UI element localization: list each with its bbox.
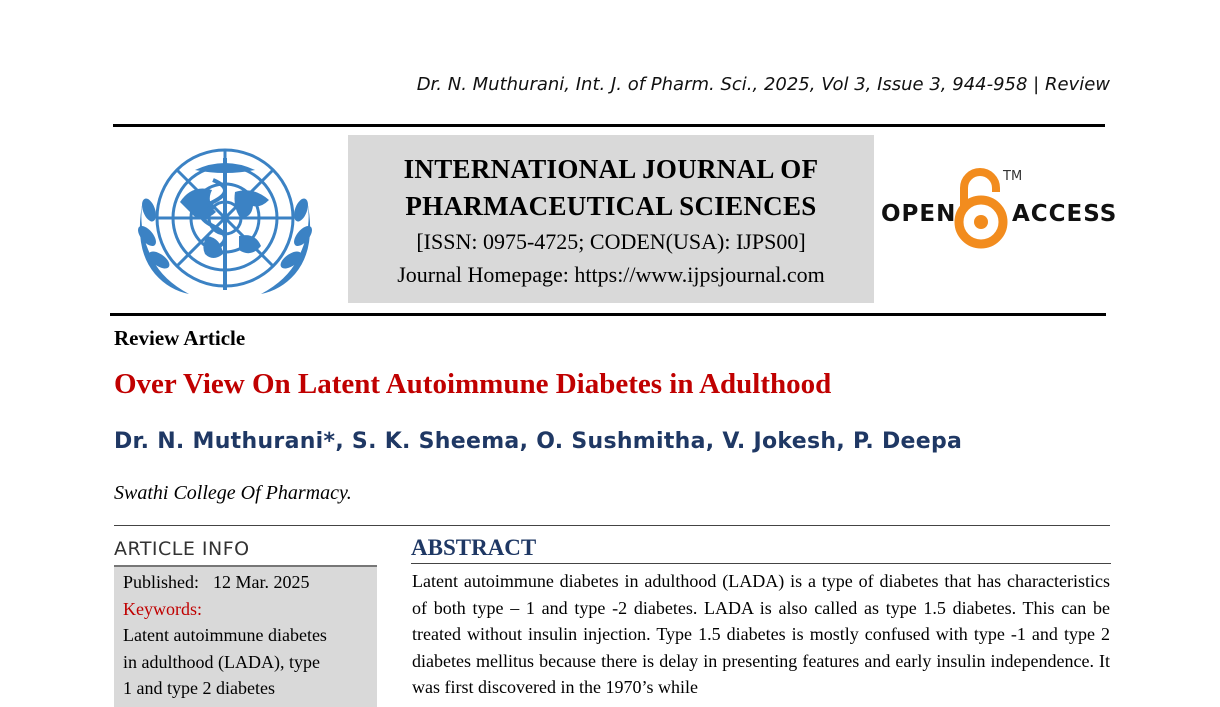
keywords-line-1: Latent autoimmune diabetes	[123, 625, 327, 645]
journal-emblem-logo	[125, 140, 325, 305]
published-date: 12 Mar. 2025	[213, 572, 310, 592]
journal-masthead	[348, 135, 874, 303]
article-info-box	[114, 567, 377, 707]
article-info-heading: ARTICLE INFO	[114, 538, 250, 560]
abstract-divider	[411, 563, 1111, 564]
keywords-line-3: 1 and type 2 diabetes	[123, 678, 275, 698]
keywords-label: Keywords:	[123, 598, 202, 619]
journal-title-line1: INTERNATIONAL JOURNAL OF	[403, 154, 819, 184]
journal-title-line2: PHARMACEUTICAL SCIENCES	[405, 191, 817, 221]
trademark-mark: TM	[1003, 169, 1023, 184]
journal-homepage: Journal Homepage: https://www.ijpsjournal.com	[397, 262, 825, 287]
journal-issn: [ISSN: 0975-4725; CODEN(USA): IJPS00]	[416, 229, 806, 254]
abstract-heading: ABSTRACT	[411, 535, 537, 560]
abstract-text: Latent autoimmune diabetes in adulthood (LADA) is a type of diabetes that has characteristics of both type – 1 and type -2 diabetes. LADA is also called as type 1.5 diabetes. This can be treated without insulin injection. Type 1.5 diabetes is mostly confused with type -1 and type 2 diabetes mellitus because there is delay in presenting features and early insulin independence. It was first discovered in the 1970’s while	[412, 571, 1110, 697]
section-divider	[114, 525, 1110, 526]
citation-header: Dr. N. Muthurani, Int. J. of Pharm. Sci., 2025, Vol 3, Issue 3, 944-958 | Review	[416, 74, 1110, 95]
keywords-line-2: in adulthood (LADA), type	[123, 651, 320, 672]
author-affiliation: Swathi College Of Pharmacy.	[114, 482, 352, 504]
open-lock-icon	[952, 166, 1010, 250]
article-title: Over View On Latent Autoimmune Diabetes in Adulthood	[114, 368, 832, 400]
open-access-access-text: ACCESS	[1012, 201, 1118, 227]
published-row	[123, 569, 369, 596]
article-authors: Dr. N. Muthurani*, S. K. Sheema, O. Sushmitha, V. Jokesh, P. Deepa	[114, 429, 963, 454]
masthead-bottom-divider	[110, 313, 1106, 316]
top-divider	[113, 124, 1105, 127]
published-label: Published:	[123, 572, 200, 592]
article-type: Review Article	[114, 326, 246, 350]
open-access-logo	[878, 162, 1118, 254]
open-access-open-text: OPEN	[881, 201, 957, 227]
